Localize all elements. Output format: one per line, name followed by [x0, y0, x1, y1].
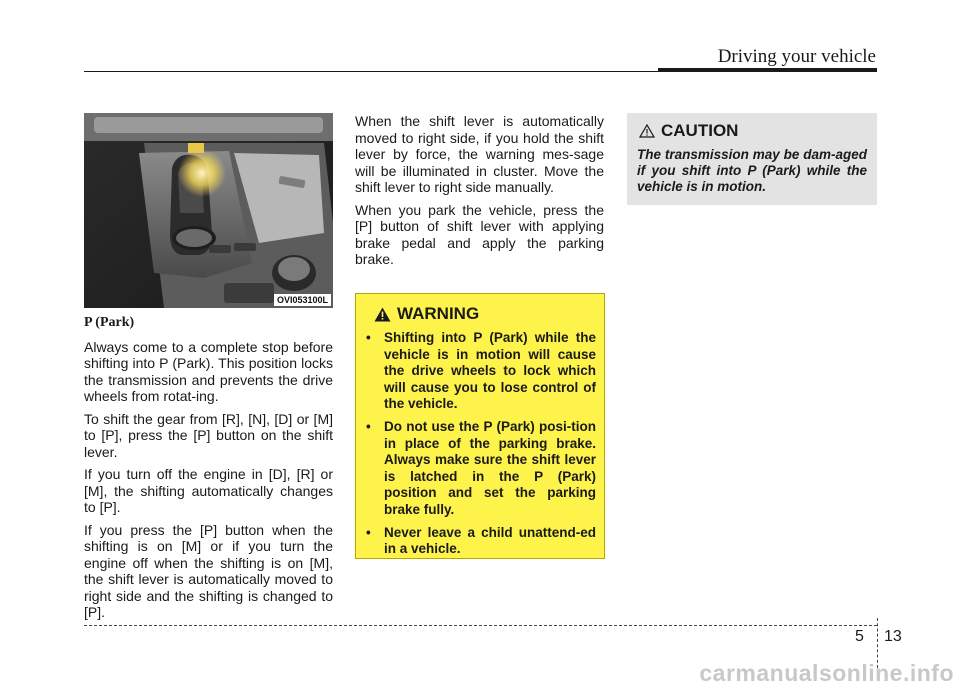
- paragraph: If you turn off the engine in [D], [R] or [M], the shifting automatically changes to [P].: [84, 466, 333, 515]
- header-rule: [84, 71, 664, 72]
- warning-list: [366, 330, 596, 558]
- left-column: [84, 315, 333, 627]
- paragraph: If you press the [P] button when the shifting is on [M] or if you turn the engine off when the shifting is on [M], the shift lever is automatically moved to right side and the shifting is changed to [P].: [84, 521, 333, 620]
- paragraph: When you park the vehicle, press the [P] button of shift lever with applying brake pedal and apply the parking brake.: [355, 201, 604, 267]
- paragraph: To shift the gear from [R], [N], [D] or [M] to [P], press the [P] button on the shift lever.: [84, 410, 333, 460]
- caution-triangle-icon: [639, 124, 655, 138]
- caution-header: [639, 121, 867, 141]
- warning-item: • Never leave a child unattend-ed in a vehicle.: [366, 525, 596, 558]
- figure-code: OVI053100L: [274, 294, 331, 306]
- section-heading: P (Park): [84, 315, 135, 330]
- warning-item: • Shifting into P (Park) while the vehicle is in motion will cause the drive wheels to lock which will cause you to lose control of the vehicle.: [366, 330, 596, 413]
- warning-triangle-icon: [374, 307, 391, 322]
- section-number: 5: [855, 628, 864, 645]
- paragraph: When the shift lever is automatically moved to right side, if you hold the shift lever by force, the warning mes-sage will be illuminated in cluster. Move the shift lever to right side manually.: [355, 113, 604, 195]
- warning-item: • Do not use the P (Park) posi-tion in place of the parking brake. Always make sure the shift lever is latched in the P (Park) position and set the parking brake fully.: [366, 419, 596, 519]
- caution-text: The transmission may be dam-aged if you shift into P (Park) while the vehicle is in motion.: [637, 147, 867, 194]
- watermark: carmanualsonline.info: [699, 660, 954, 686]
- warning-title: WARNING: [397, 304, 480, 323]
- caution-box: [627, 113, 877, 205]
- section-title: Driving your vehicle: [717, 46, 876, 67]
- caution-title: CAUTION: [661, 121, 739, 140]
- page-number: 13: [884, 628, 902, 645]
- header-rule-accent: [658, 68, 877, 72]
- footer-rule: [84, 625, 877, 626]
- right-column-text: [355, 113, 604, 274]
- warning-box: [355, 293, 605, 559]
- warning-header: [374, 304, 596, 324]
- gear-shift-photo: [84, 113, 333, 308]
- gear-shift-illustration: [84, 113, 333, 308]
- paragraph: Always come to a complete stop before shifting into P (Park). This position locks the transmission and prevents the drive wheels from rotat-ing.: [84, 338, 333, 404]
